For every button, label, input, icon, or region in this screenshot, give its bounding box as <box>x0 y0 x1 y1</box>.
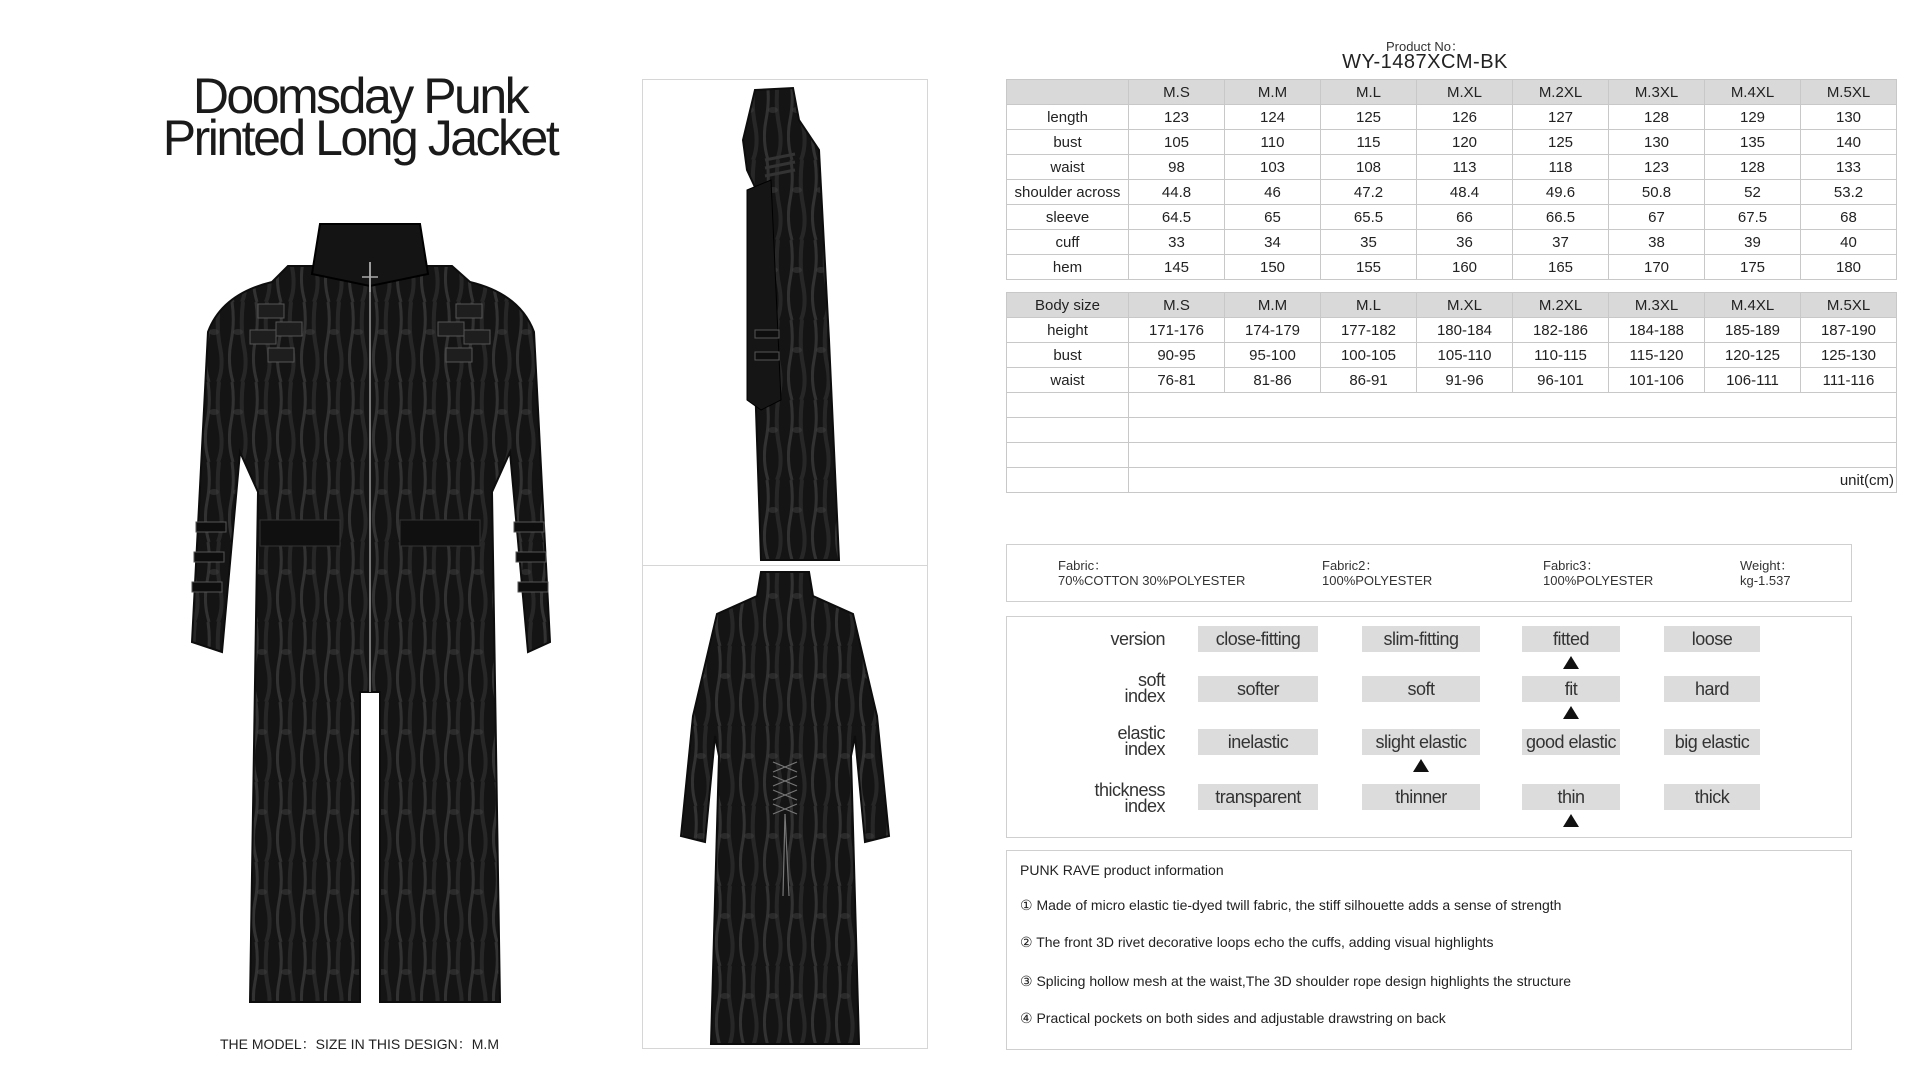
empty-row <box>1007 418 1897 443</box>
row-label: bust <box>1007 343 1129 368</box>
row-label: sleeve <box>1007 205 1129 230</box>
option-chip: thick <box>1664 784 1760 810</box>
body-size-header <box>1007 293 1897 318</box>
table-cell: 184-188 <box>1609 318 1705 343</box>
product-title-line2: Printed Long Jacket <box>162 110 558 166</box>
table-cell: 106-111 <box>1705 368 1801 393</box>
row-label: shoulder across <box>1007 180 1129 205</box>
option-chip-selected: slight elastic <box>1362 729 1480 755</box>
header-cell: M.XL <box>1417 80 1513 105</box>
option-chip: transparent <box>1198 784 1318 810</box>
header-cell: M.3XL <box>1609 80 1705 105</box>
table-cell: 182-186 <box>1513 318 1609 343</box>
product-number-label: Product No： <box>1385 39 1465 54</box>
empty-row <box>1007 443 1897 468</box>
size-table-header <box>1007 80 1897 105</box>
table-cell: 67 <box>1609 205 1705 230</box>
option-chip: good elastic <box>1522 729 1620 755</box>
table-cell: 171-176 <box>1129 318 1225 343</box>
table-cell: 125 <box>1321 105 1417 130</box>
row-label: height <box>1007 318 1129 343</box>
table-cell: 86-91 <box>1321 368 1417 393</box>
option-chip: loose <box>1664 626 1760 652</box>
option-chip: hard <box>1664 676 1760 702</box>
table-cell: 174-179 <box>1225 318 1321 343</box>
table-cell: 175 <box>1705 255 1801 280</box>
table-cell: 38 <box>1609 230 1705 255</box>
fabric-2 <box>1322 558 1432 588</box>
table-cell: 125 <box>1513 130 1609 155</box>
empty-row <box>1007 393 1897 418</box>
table-cell: 36 <box>1417 230 1513 255</box>
table-row <box>1007 255 1897 280</box>
unit-row <box>1007 468 1897 493</box>
table-cell: 128 <box>1705 155 1801 180</box>
table-cell: 46 <box>1225 180 1321 205</box>
header-cell: M.2XL <box>1513 80 1609 105</box>
table-cell: 47.2 <box>1321 180 1417 205</box>
row-label: waist <box>1007 155 1129 180</box>
header-cell: M.M <box>1225 293 1321 318</box>
table-cell: 65 <box>1225 205 1321 230</box>
table-cell: 90-95 <box>1129 343 1225 368</box>
table-cell: 76-81 <box>1129 368 1225 393</box>
option-chip-selected: fit <box>1522 676 1620 702</box>
table-cell: 129 <box>1705 105 1801 130</box>
table-cell: 95-100 <box>1225 343 1321 368</box>
table-cell: 66.5 <box>1513 205 1609 230</box>
fabric-label: Fabric2： <box>1322 558 1379 573</box>
row-label: waist <box>1007 368 1129 393</box>
table-cell: 160 <box>1417 255 1513 280</box>
table-cell: 100-105 <box>1321 343 1417 368</box>
unit-label: unit(cm) <box>1129 468 1897 493</box>
weight-label: Weight： <box>1740 558 1794 573</box>
table-cell: 101-106 <box>1609 368 1705 393</box>
table-cell: 34 <box>1225 230 1321 255</box>
product-number: WY-1487XCM-BK <box>1342 51 1508 73</box>
fabric-label: Fabric： <box>1058 558 1108 573</box>
table-cell: 81-86 <box>1225 368 1321 393</box>
model-size-note: THE MODEL：SIZE IN THIS DESIGN：M.M <box>220 1036 499 1052</box>
table-cell: 111-116 <box>1801 368 1897 393</box>
option-chip: thinner <box>1362 784 1480 810</box>
table-cell: 155 <box>1321 255 1417 280</box>
table-cell: 123 <box>1609 155 1705 180</box>
table-cell: 123 <box>1129 105 1225 130</box>
table-cell: 170 <box>1609 255 1705 280</box>
table-row <box>1007 155 1897 180</box>
fabric-label: Fabric3： <box>1543 558 1600 573</box>
table-cell: 105-110 <box>1417 343 1513 368</box>
table-cell: 53.2 <box>1801 180 1897 205</box>
table-cell: 64.5 <box>1129 205 1225 230</box>
option-chip: inelastic <box>1198 729 1318 755</box>
header-cell <box>1007 80 1129 105</box>
index-label-version: version <box>1110 629 1165 649</box>
table-cell: 115 <box>1321 130 1417 155</box>
table-cell: 91-96 <box>1417 368 1513 393</box>
option-chip: close-fitting <box>1198 626 1318 652</box>
fabric-value: 100%POLYESTER <box>1543 573 1654 588</box>
table-cell: 105 <box>1129 130 1225 155</box>
table-cell: 67.5 <box>1705 205 1801 230</box>
product-info-title: PUNK RAVE product information <box>1020 862 1224 878</box>
table-cell: 108 <box>1321 155 1417 180</box>
option-chip: slim-fitting <box>1362 626 1480 652</box>
table-row <box>1007 318 1897 343</box>
option-chip-selected: fitted <box>1522 626 1620 652</box>
table-cell: 66 <box>1417 205 1513 230</box>
table-cell: 145 <box>1129 255 1225 280</box>
table-cell: 120 <box>1417 130 1513 155</box>
table-cell: 50.8 <box>1609 180 1705 205</box>
table-row <box>1007 180 1897 205</box>
header-cell: M.5XL <box>1801 293 1897 318</box>
table-row <box>1007 105 1897 130</box>
table-cell: 140 <box>1801 130 1897 155</box>
header-cell: M.XL <box>1417 293 1513 318</box>
info-line: ② The front 3D rivet decorative loops echo the cuffs, adding visual highlights <box>1020 934 1494 950</box>
header-cell: M.L <box>1321 293 1417 318</box>
selection-marker <box>1563 656 1579 669</box>
table-cell: 135 <box>1705 130 1801 155</box>
option-chip-selected: thin <box>1522 784 1620 810</box>
table-cell: 65.5 <box>1321 205 1417 230</box>
row-label: bust <box>1007 130 1129 155</box>
table-cell: 35 <box>1321 230 1417 255</box>
row-label: hem <box>1007 255 1129 280</box>
coat-side-view-image <box>642 79 928 566</box>
table-cell: 48.4 <box>1417 180 1513 205</box>
selection-marker <box>1563 706 1579 719</box>
table-cell: 177-182 <box>1321 318 1417 343</box>
index-label-elastic: elastic index <box>1117 723 1165 759</box>
coat-front-image <box>180 222 560 1012</box>
header-cell: M.M <box>1225 80 1321 105</box>
fabric-3 <box>1543 558 1653 588</box>
info-line: ③ Splicing hollow mesh at the waist,The 3D shoulder rope design highlights the structure <box>1020 973 1572 989</box>
table-cell: 128 <box>1609 105 1705 130</box>
index-label-thickness: thickness index <box>1094 780 1165 816</box>
table-cell: 185-189 <box>1705 318 1801 343</box>
option-chip: softer <box>1198 676 1318 702</box>
product-title <box>150 68 570 166</box>
table-cell: 150 <box>1225 255 1321 280</box>
header-cell: M.L <box>1321 80 1417 105</box>
option-chip: soft <box>1362 676 1480 702</box>
row-label: cuff <box>1007 230 1129 255</box>
index-label-soft: soft index <box>1124 670 1165 706</box>
table-cell: 33 <box>1129 230 1225 255</box>
table-cell: 110 <box>1225 130 1321 155</box>
table-cell: 125-130 <box>1801 343 1897 368</box>
table-cell: 130 <box>1609 130 1705 155</box>
header-cell: M.S <box>1129 293 1225 318</box>
table-cell: 39 <box>1705 230 1801 255</box>
table-row <box>1007 230 1897 255</box>
table-cell: 52 <box>1705 180 1801 205</box>
table-cell: 44.8 <box>1129 180 1225 205</box>
fabric-1 <box>1058 558 1245 588</box>
table-cell: 165 <box>1513 255 1609 280</box>
table-cell: 126 <box>1417 105 1513 130</box>
table-row <box>1007 205 1897 230</box>
fabric-value: 100%POLYESTER <box>1322 573 1433 588</box>
table-cell: 124 <box>1225 105 1321 130</box>
table-row <box>1007 343 1897 368</box>
weight <box>1740 558 1793 588</box>
product-title-line1: Doomsday Punk <box>192 68 528 124</box>
option-chip: big elastic <box>1664 729 1760 755</box>
coat-back-view-image <box>642 565 928 1049</box>
weight-value: kg-1.537 <box>1740 573 1791 588</box>
header-cell: Body size <box>1007 293 1129 318</box>
table-cell: 115-120 <box>1609 343 1705 368</box>
table-cell: 68 <box>1801 205 1897 230</box>
table-cell: 120-125 <box>1705 343 1801 368</box>
table-cell: 180 <box>1801 255 1897 280</box>
table-cell: 37 <box>1513 230 1609 255</box>
fabric-value: 70%COTTON 30%POLYESTER <box>1058 573 1246 588</box>
header-cell: M.3XL <box>1609 293 1705 318</box>
selection-marker <box>1413 759 1429 772</box>
table-cell: 180-184 <box>1417 318 1513 343</box>
info-line: ④ Practical pockets on both sides and adjustable drawstring on back <box>1020 1010 1446 1026</box>
table-cell: 110-115 <box>1513 343 1609 368</box>
table-row <box>1007 130 1897 155</box>
header-cell: M.4XL <box>1705 80 1801 105</box>
table-cell: 40 <box>1801 230 1897 255</box>
header-cell: M.5XL <box>1801 80 1897 105</box>
row-label: length <box>1007 105 1129 130</box>
table-cell: 133 <box>1801 155 1897 180</box>
header-cell: M.S <box>1129 80 1225 105</box>
table-cell: 130 <box>1801 105 1897 130</box>
header-cell: M.4XL <box>1705 293 1801 318</box>
table-cell: 113 <box>1417 155 1513 180</box>
table-cell: 127 <box>1513 105 1609 130</box>
table-cell: 187-190 <box>1801 318 1897 343</box>
table-cell: 49.6 <box>1513 180 1609 205</box>
table-cell: 98 <box>1129 155 1225 180</box>
table-cell: 96-101 <box>1513 368 1609 393</box>
size-table <box>1006 79 1897 493</box>
table-cell: 103 <box>1225 155 1321 180</box>
table-row <box>1007 368 1897 393</box>
header-cell: M.2XL <box>1513 293 1609 318</box>
info-line: ① Made of micro elastic tie-dyed twill fabric, the stiff silhouette adds a sense of strength <box>1020 897 1562 913</box>
table-cell: 118 <box>1513 155 1609 180</box>
selection-marker <box>1563 814 1579 827</box>
